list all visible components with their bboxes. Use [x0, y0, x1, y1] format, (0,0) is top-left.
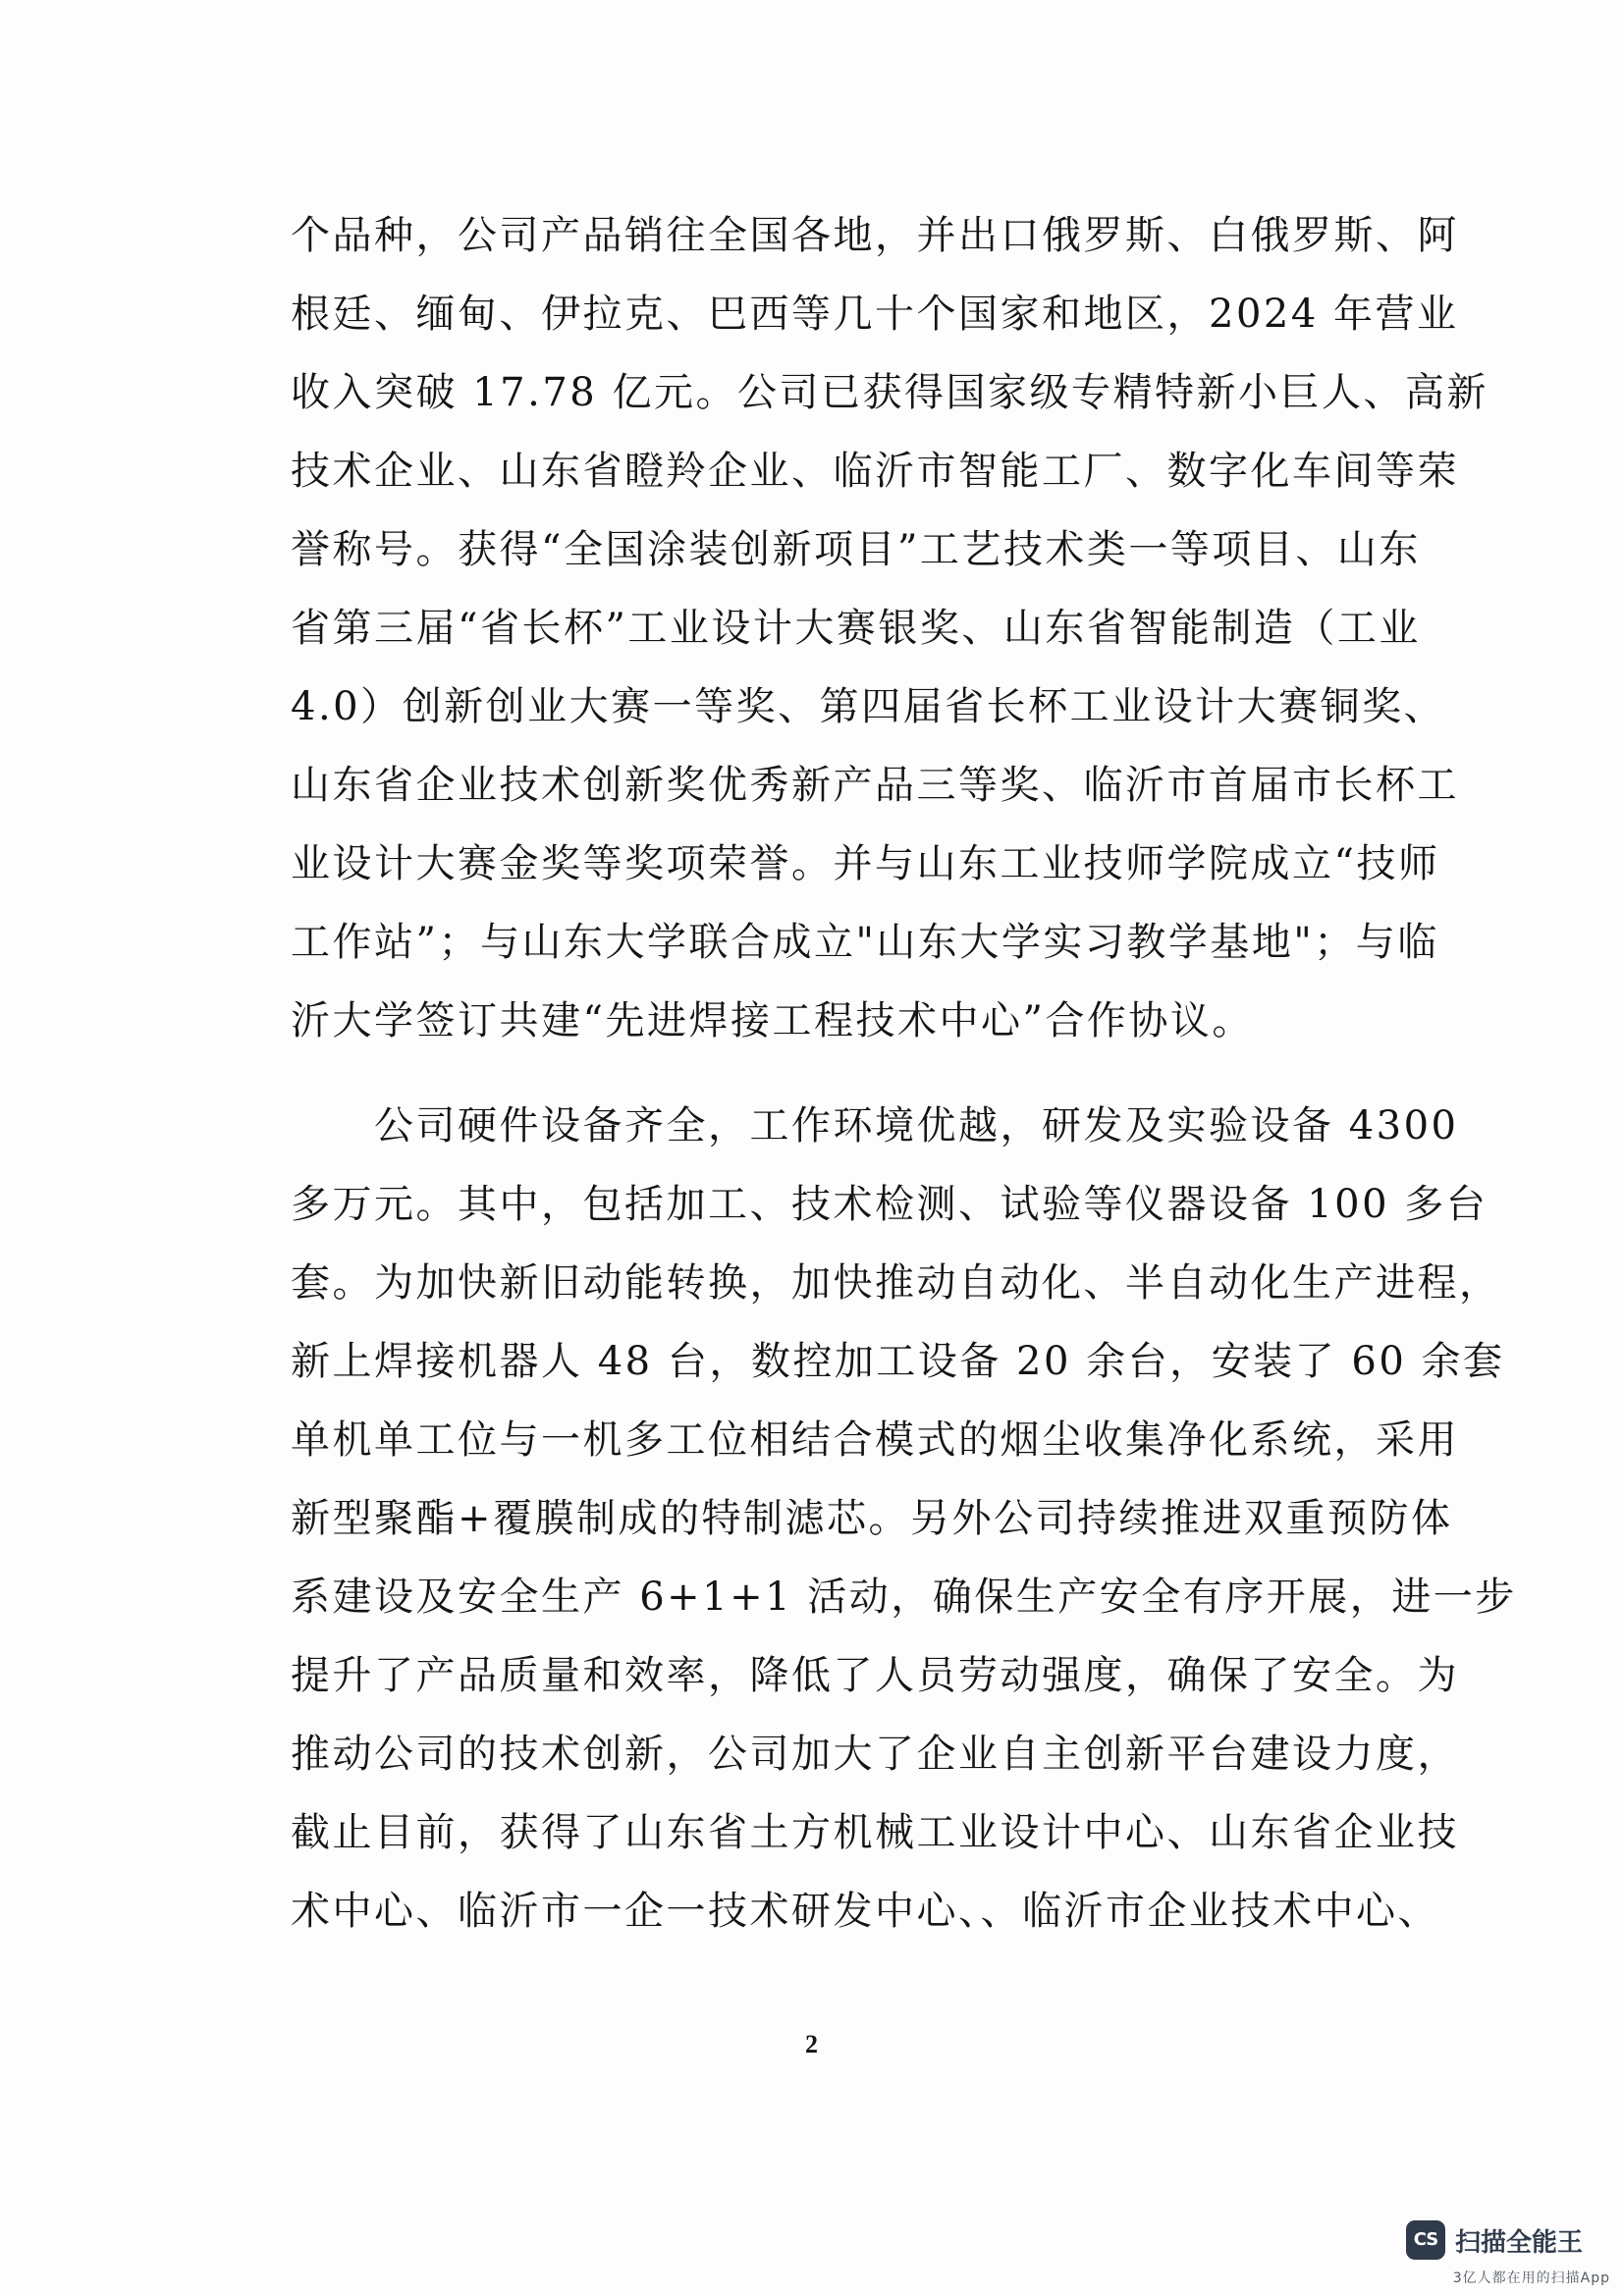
text-line: 4.0）创新创业大赛一等奖、第四届省长杯工业设计大赛铜奖、 [291, 684, 1446, 729]
text-line: 术中心、临沂市一企一技术研发中心、、临沂市企业技术中心、 [291, 1889, 1439, 1934]
text-line: 新型聚酯+覆膜制成的特制滤芯。另外公司持续推进双重预防体 [291, 1496, 1453, 1541]
text-line: 系建设及安全生产 6+1+1 活动，确保生产安全有序开展，进一步 [291, 1575, 1517, 1620]
text-line: 个品种，公司产品销往全国各地，并出口俄罗斯、白俄罗斯、阿 [291, 213, 1459, 258]
text-line: 山东省企业技术创新奖优秀新产品三等奖、临沂市首届市长杯工 [291, 763, 1459, 808]
text-line: 工作站”；与山东大学联合成立"山东大学实习教学基地"；与临 [291, 920, 1439, 965]
text-line: 公司硬件设备齐全，工作环境优越，研发及实验设备 4300 [291, 1103, 1459, 1148]
text-line: 新上焊接机器人 48 台，数控加工设备 20 余台，安装了 60 余套 [291, 1339, 1505, 1384]
text-line: 技术企业、山东省瞪羚企业、临沂市智能工厂、数字化车间等荣 [291, 449, 1459, 494]
text-line: 推动公司的技术创新，公司加大了企业自主创新平台建设力度， [291, 1732, 1459, 1777]
text-line: 业设计大赛金奖等奖项荣誉。并与山东工业技师学院成立“技师 [291, 841, 1440, 886]
camscanner-logo-icon: CS [1406, 2220, 1445, 2260]
text-line: 套。为加快新旧动能转换，加快推动自动化、半自动化生产进程， [291, 1260, 1501, 1306]
text-line: 省第三届“省长杯”工业设计大赛银奖、山东省智能制造（工业 [291, 606, 1421, 651]
text-line: 提升了产品质量和效率，降低了人员劳动强度，确保了安全。为 [291, 1653, 1459, 1698]
watermark-app-name: 扫描全能王 [1455, 2228, 1584, 2258]
text-line: 根廷、缅甸、伊拉克、巴西等几十个国家和地区，2024 年营业 [291, 292, 1459, 337]
text-line: 截止目前，获得了山东省土方机械工业设计中心、山东省企业技 [291, 1810, 1459, 1855]
text-line: 单机单工位与一机多工位相结合模式的烟尘收集净化系统，采用 [291, 1417, 1459, 1463]
text-line: 收入突破 17.78 亿元。公司已获得国家级专精特新小巨人、高新 [291, 370, 1488, 415]
page-number: 2 [805, 2030, 818, 2058]
scanner-watermark [1404, 2216, 1610, 2287]
watermark-tagline: 3亿人都在用的扫描App [1452, 2270, 1610, 2286]
text-line: 誉称号。获得“全国涂装创新项目”工艺技术类一等项目、山东 [291, 527, 1421, 572]
text-line: 多万元。其中，包括加工、技术检测、试验等仪器设备 100 多台 [291, 1182, 1488, 1227]
text-line: 沂大学签订共建“先进焊接工程技术中心”合作协议。 [291, 998, 1254, 1043]
